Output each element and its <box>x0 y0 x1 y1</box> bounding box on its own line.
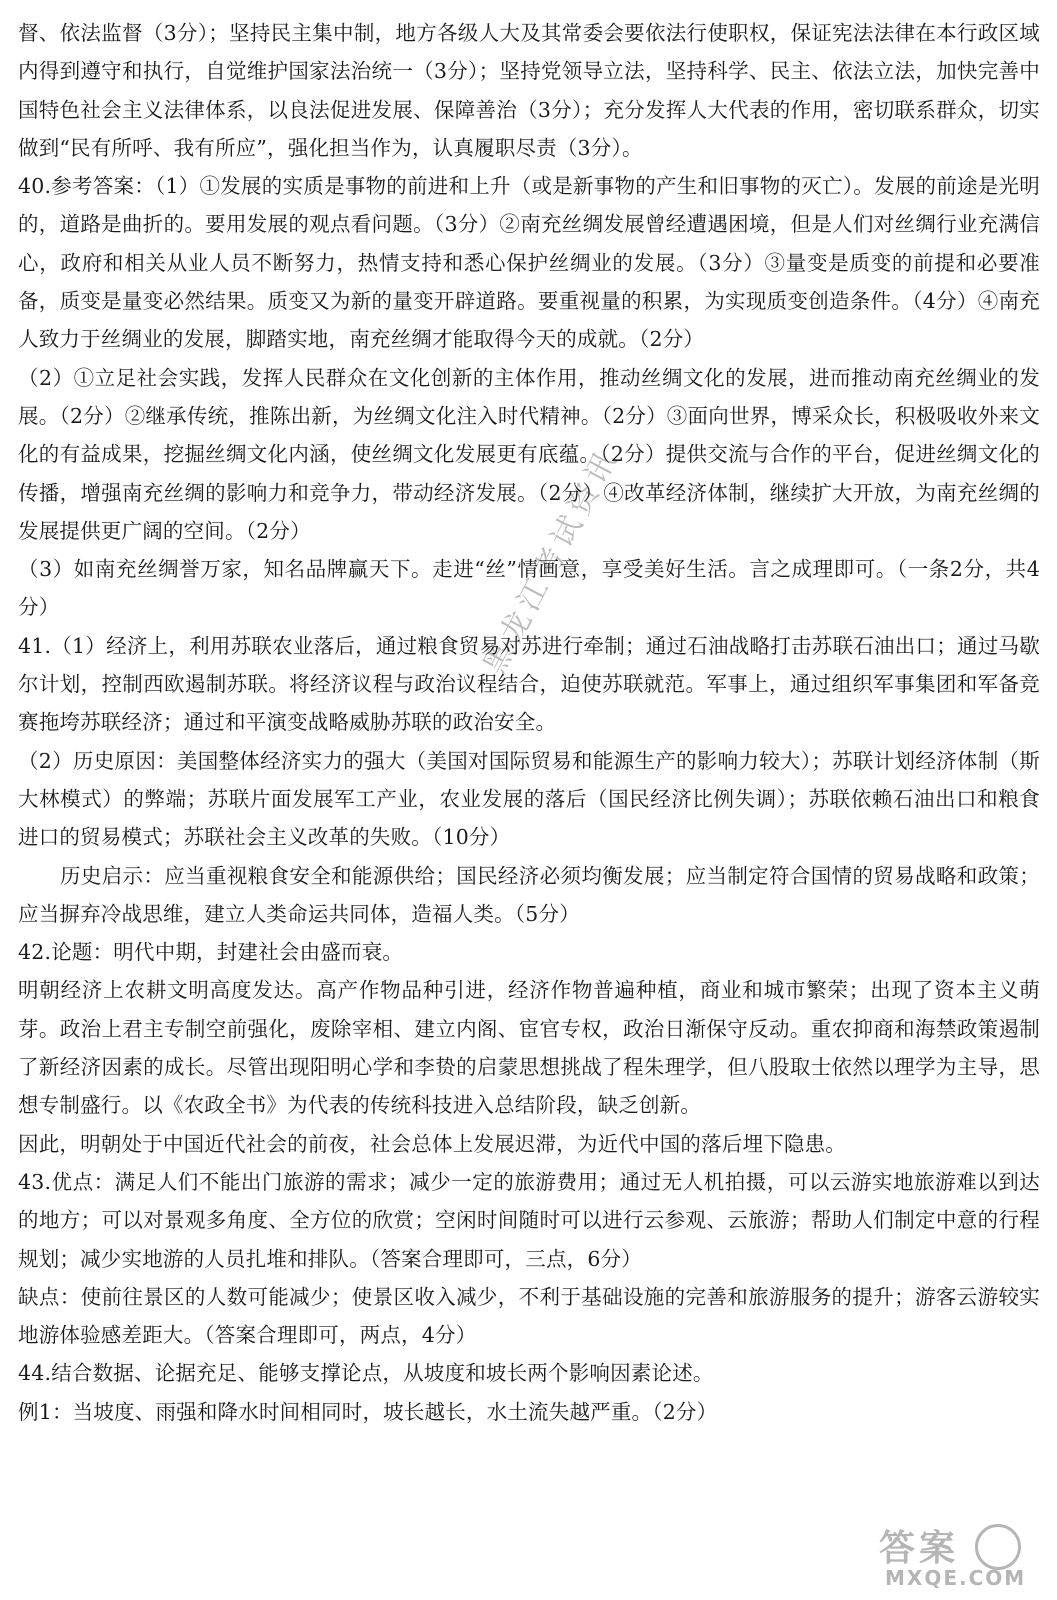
logo-url: MXQE.COM <box>885 1566 1027 1590</box>
paragraph-40-part2: （2）①立足社会实践，发挥人民群众在文化创新的主体作用，推动丝绸文化的发展，进而推动南充丝绸业的发展。（2分）②继承传统，推陈出新，为丝绸文化注入时代精神。（2分）③面向世界，博采众长，积极吸收外来文化的有益成果，挖掘丝绸文化内涵，使丝绸文化发展更有底蕴。（2分）提供交流与合作的平台，促进丝绸文化的传播，增强南充丝绸的影响力和竞争力，带动经济发展。（2分）④改革经济体制，继续扩大开放，为南充丝绸的发展提供更广阔的空间。（2分） <box>18 365 1040 543</box>
paragraph-44-intro: 44.结合数据、论据充足、能够支撑论点，从坡度和坡长两个影响因素论述。 <box>18 1361 714 1386</box>
paragraph-41-insight: 历史启示：应当重视粮食安全和能源供给；国民经济必须均衡发展；应当制定符合国情的贸易战略和政策；应当摒弃冷战思维，建立人类命运共同体，造福人类。（5分） <box>18 863 1040 926</box>
logo-circle-icon <box>975 1524 1021 1570</box>
paragraph-41-part1: 41.（1）经济上，利用苏联农业落后，通过粮食贸易对苏进行牵制；通过石油战略打击苏联石油出口；通过马歇尔计划，控制西欧遏制苏联。将经济议程与政治议程结合，迫使苏联就范。军事上，通过组织军事集团和军备竞赛拖垮苏联经济；通过和平演变战略威胁苏联的政治安全。 <box>18 633 1040 735</box>
paragraph-39-continued: 督、依法监督（3分）；坚持民主集中制，地方各级人大及其常委会要依法行使职权，保证宪法法律在本行政区域内得到遵守和执行，自觉维护国家法治统一（3分）；坚持党领导立法，坚持科学、民主、依法立法，加快完善中国特色社会主义法律体系，以良法促进发展、保障善治（3分）；充分发挥人大代表的作用，密切联系群众，切实做到“民有所呼、我有所应”，强化担当作为，认真履职尽责（3分）。 <box>18 21 1040 160</box>
logo-mark: 答案 <box>879 1528 960 1569</box>
paragraph-44-example1: 例1：当坡度、雨强和降水时间相同时，坡长越长，水土流失越严重。（2分） <box>18 1399 718 1424</box>
watermark-text: 黑龙江考试资讯 <box>477 441 627 681</box>
paragraph-42-thesis: 42.论题：明代中期，封建社会由盛而衰。 <box>18 940 404 965</box>
paragraph-43-disadvantages: 缺点：使前往景区的人数可能减少；使景区收入减少，不利于基础设施的完善和旅游服务的提升；游客云游较实地游体验感差距大。（答案合理即可，两点，4分） <box>18 1284 1040 1348</box>
paragraph-43-advantages: 43.优点：满足人们不能出门旅游的需求；减少一定的旅游费用；通过无人机拍摄，可以云游实地旅游难以到达的地方；可以对景观多角度、全方位的欣赏；空闲时间随时可以进行云参观、云旅游；帮助人们制定中意的行程规划；减少实地游的人员扎堆和排队。（答案合理即可，三点，6分） <box>18 1169 1040 1271</box>
paragraph-40-part1: 40.参考答案：（1）①发展的实质是事物的前进和上升（或是新事物的产生和旧事物的灭亡）。发展的前途是光明的，道路是曲折的。要用发展的观点看问题。（3分）②南充丝绸发展曾经遭遇困境，但是人们对丝绸行业充满信心，政府和相关从业人员不断努力，热情支持和悉心保护丝绸业的发展。（3分）③量变是质变的前提和必要准备，质变是量变必然结果。质变又为新的量变开辟道路。要重视量的积累，为实现质变创造条件。（4分）④南充人致力于丝绸业的发展，脚踏实地，南充丝绸才能取得今天的成就。（2分） <box>18 174 1040 352</box>
paragraph-40-part3: （3）如南充丝绸誉万家，知名品牌赢天下。走进“丝”情画意，享受美好生活。言之成理即可。（一条2分，共4分） <box>18 557 1040 620</box>
paragraph-41-part2: （2）历史原因：美国整体经济实力的强大（美国对国际贸易和能源生产的影响力较大）；苏联计划经济体制（斯大林模式）的弊端；苏联片面发展军工产业，农业发展的落后（国民经济比例失调）；苏联依赖石油出口和粮食进口的贸易模式；苏联社会主义改革的失败。（10分） <box>18 748 1040 850</box>
answer-document <box>18 14 1040 1431</box>
site-logo <box>879 1520 1039 1590</box>
paragraph-42-body: 明朝经济上农耕文明高度发达。高产作物品种引进，经济作物普遍种植，商业和城市繁荣；出现了资本主义萌芽。政治上君主专制空前强化，废除宰相、建立内阁、宦官专权，政治日渐保守反动。重农抑商和海禁政策遏制了新经济因素的成长。尽管出现阳明心学和李贽的启蒙思想挑战了程朱理学，但八股取士依然以理学为主导，思想专制盛行。以《农政全书》为代表的传统科技进入总结阶段，缺乏创新。 <box>18 978 1040 1118</box>
paragraph-42-conclusion: 因此，明朝处于中国近代社会的前夜，社会总体上发展迟滞，为近代中国的落后埋下隐患。 <box>18 1131 846 1156</box>
